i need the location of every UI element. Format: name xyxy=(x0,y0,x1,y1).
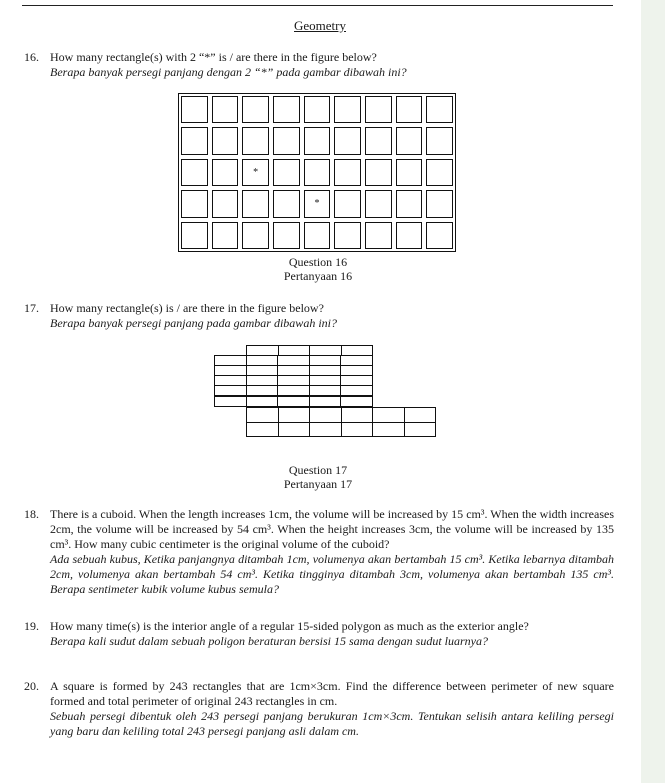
figure-cell xyxy=(277,385,310,396)
figure-cell xyxy=(309,422,342,438)
figure-cell xyxy=(372,422,405,438)
page-margin-strip xyxy=(641,0,665,783)
figure-cell xyxy=(341,422,374,438)
figure-cell xyxy=(341,407,374,423)
grid-cell xyxy=(304,190,331,217)
grid-cell xyxy=(334,159,361,186)
figure-cell xyxy=(214,385,247,396)
caption-id: Pertanyaan 16 xyxy=(283,269,353,283)
question-number: 16. xyxy=(24,50,39,64)
question-text-en: There is a cuboid. When the length increases 1cm, the volume will be increased by 15 cm³. When the width increases 2cm, the volume will be increased by 54 cm³. When the height increases 3cm, the volume will be increased by 135 cm³. How many cubic centimeter is the original volume of the cuboid? xyxy=(50,507,614,551)
grid-cell xyxy=(181,127,208,154)
grid-cell xyxy=(426,222,453,249)
grid-cell xyxy=(181,190,208,217)
grid-cell xyxy=(426,190,453,217)
grid-cell xyxy=(426,159,453,186)
grid-cell xyxy=(273,190,300,217)
grid-cell xyxy=(365,96,392,123)
grid-cell xyxy=(396,190,423,217)
figure-cell xyxy=(278,407,311,423)
figure-cell xyxy=(309,385,342,396)
figure-cell xyxy=(277,396,310,407)
figure-cell xyxy=(246,396,279,407)
figure-cell xyxy=(340,385,373,396)
section-title: Geometry xyxy=(294,18,346,33)
grid-cell xyxy=(181,222,208,249)
grid-cell xyxy=(365,190,392,217)
figure-cell xyxy=(214,396,247,407)
question-text-en: How many rectangle(s) with 2 “*” is / are there in the figure below? xyxy=(50,50,377,64)
question-text-id: Berapa banyak persegi panjang dengan 2 “*” pada gambar dibawah ini? xyxy=(50,65,407,79)
figure-cell xyxy=(309,407,342,423)
question-text-en: A square is formed by 243 rectangles that are 1cm×3cm. Find the difference between perimeter of new square formed and total perimeter of original 243 rectangles in cm. xyxy=(50,679,614,708)
grid-cell xyxy=(242,159,269,186)
question-number: 19. xyxy=(24,619,39,633)
caption-en: Question 17 xyxy=(288,463,348,477)
question-number: 17. xyxy=(24,301,39,315)
question-19 xyxy=(24,619,614,649)
grid-cell xyxy=(212,159,239,186)
question-20 xyxy=(24,679,614,739)
grid-cell xyxy=(242,127,269,154)
star-mark: * xyxy=(314,198,320,210)
grid-cell xyxy=(365,159,392,186)
figure-cell xyxy=(246,385,279,396)
grid-cell xyxy=(334,222,361,249)
figure-cell xyxy=(246,422,279,438)
question-18 xyxy=(24,507,614,597)
figure-cell xyxy=(246,407,279,423)
grid-cell xyxy=(181,96,208,123)
grid-cell xyxy=(212,96,239,123)
question-number: 20. xyxy=(24,679,39,693)
question-text-en: How many time(s) is the interior angle of a regular 15-sided polygon as much as the exterior angle? xyxy=(50,619,529,633)
grid-cell xyxy=(273,222,300,249)
question-17 xyxy=(24,301,614,331)
star-mark: * xyxy=(253,166,259,178)
question-text-en: How many rectangle(s) is / are there in the figure below? xyxy=(50,301,324,315)
grid-cell xyxy=(273,127,300,154)
figure-cell xyxy=(404,422,437,438)
grid-cell xyxy=(212,222,239,249)
question-16-grid-figure xyxy=(178,93,456,252)
grid-cell xyxy=(334,96,361,123)
grid-cell xyxy=(304,96,331,123)
caption-id: Pertanyaan 17 xyxy=(283,477,353,491)
grid-cell xyxy=(304,127,331,154)
grid-cell xyxy=(334,190,361,217)
caption-en: Question 16 xyxy=(288,255,348,269)
grid-cell xyxy=(181,159,208,186)
question-text-id: Berapa banyak persegi panjang pada gambar dibawah ini? xyxy=(50,316,337,330)
figure-cell xyxy=(340,396,373,407)
grid-cell xyxy=(273,96,300,123)
figure-cell xyxy=(404,407,437,423)
question-text-id: Berapa kali sudut dalam sebuah poligon beraturan bersisi 15 sama dengan sudut luarnya? xyxy=(50,634,488,648)
grid-cell xyxy=(242,190,269,217)
question-text-id: Ada sebuah kubus, Ketika panjangnya ditambah 1cm, volumenya akan bertambah 15 cm³. Ketika lebarnya ditambah 2cm, volumenya akan bertambah 54 cm³. Ketika tingginya ditambah 3cm, volumenya akan bertambah 135 cm³. Berapa sentimeter kubik volume kubus semula? xyxy=(50,552,614,596)
question-text-id: Sebuah persegi dibentuk oleh 243 persegi panjang berukuran 1cm×3cm. Tentukan selisih antara keliling persegi yang baru dan keliling total 243 persegi panjang asli dalam cm. xyxy=(50,709,614,738)
figure-cell xyxy=(309,396,342,407)
grid-cell xyxy=(396,222,423,249)
question-16-caption xyxy=(0,255,636,283)
grid-cell xyxy=(273,159,300,186)
grid-cell xyxy=(365,127,392,154)
question-16 xyxy=(24,50,614,80)
question-number: 18. xyxy=(24,507,39,521)
grid-cell xyxy=(304,159,331,186)
grid-cell xyxy=(212,190,239,217)
figure-cell xyxy=(278,422,311,438)
question-17-caption xyxy=(0,463,636,491)
grid-cell xyxy=(242,222,269,249)
grid-cell xyxy=(365,222,392,249)
grid-cell xyxy=(426,127,453,154)
grid-cell xyxy=(396,127,423,154)
grid-cell xyxy=(426,96,453,123)
grid-cell xyxy=(212,127,239,154)
grid-cell xyxy=(396,96,423,123)
top-divider xyxy=(22,5,613,6)
grid-cell xyxy=(242,96,269,123)
figure-cell xyxy=(372,407,405,423)
grid-cell xyxy=(396,159,423,186)
grid-cell xyxy=(334,127,361,154)
grid-cell xyxy=(304,222,331,249)
